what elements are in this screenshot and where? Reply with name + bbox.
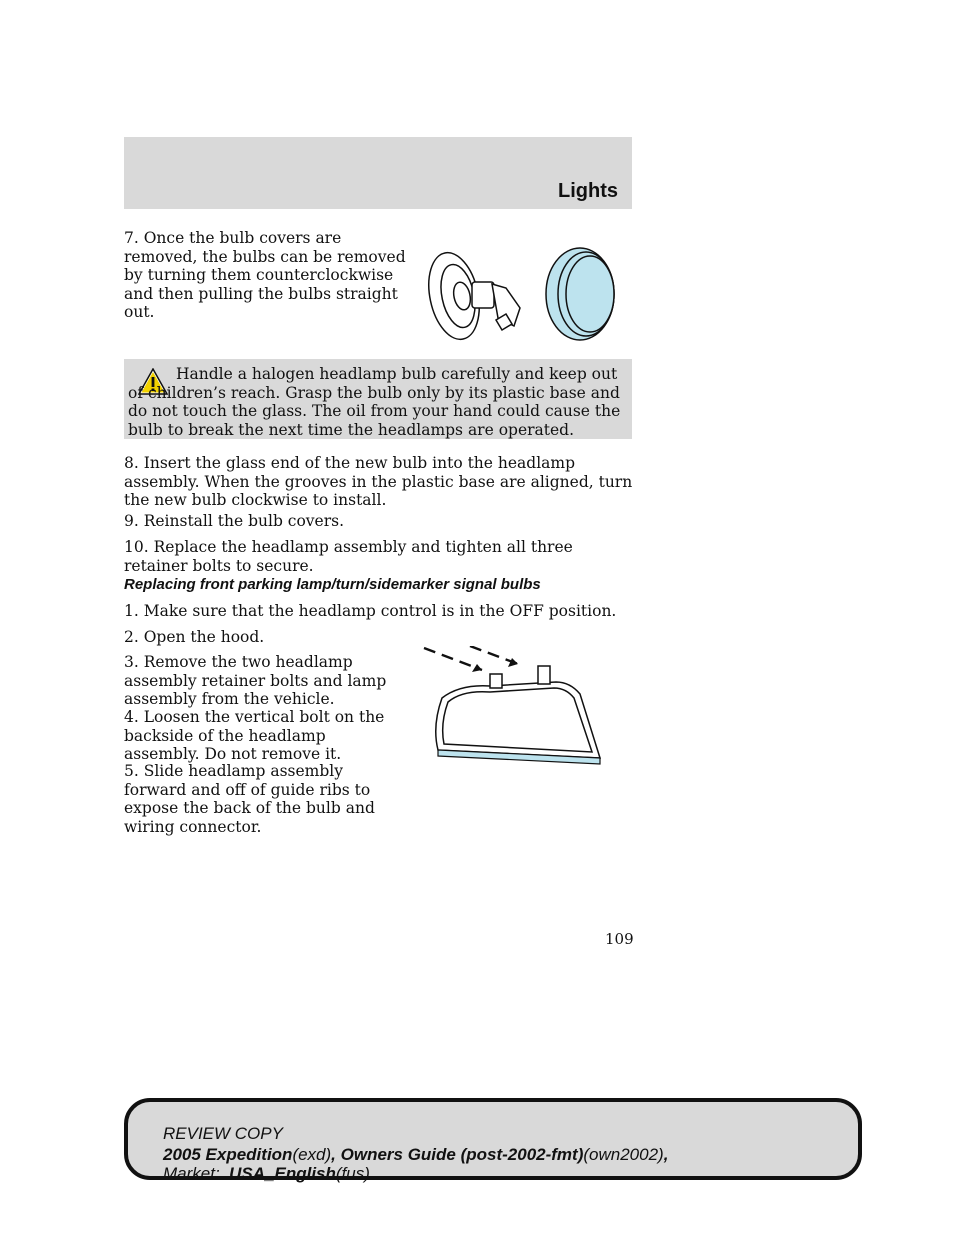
step-1-text: 1. Make sure that the headlamp control is in the OFF position.	[124, 602, 617, 620]
step-5-text: 5. Slide headlamp assembly forward and off of guide ribs to expose the back of the bulb and wiring connector.	[124, 762, 375, 836]
step-3-text: 3. Remove the two headlamp assembly retainer bolts and lamp assembly from the vehicle.	[124, 653, 387, 708]
bulb-removal-illustration	[420, 238, 630, 348]
section-subheading: Replacing front parking lamp/turn/sidemarker signal bulbs	[124, 576, 541, 593]
footer-market-label: Market:	[163, 1164, 220, 1183]
step-7-text: 7. Once the bulb covers are removed, the bulbs can be removed by turning them counterclockwise and then pulling the bulbs straight out.	[124, 229, 406, 321]
warning-text: Handle a halogen headlamp bulb carefully and keep out of children’s reach. Grasp the bulb only by its plastic base and do not touch the glass. The oil from your hand could cause the bulb to break the next time the headlamps are operated.	[128, 365, 621, 439]
footer-market-code: (fus)	[335, 1164, 370, 1183]
headlamp-assembly-illustration	[420, 646, 610, 776]
section-header	[124, 137, 632, 209]
footer-review-copy: REVIEW COPY	[163, 1124, 283, 1143]
footer-market-line	[163, 1164, 370, 1184]
footer-comma: ,	[663, 1145, 669, 1164]
footer-product-line	[163, 1145, 668, 1165]
step-2-text: 2. Open the hood.	[124, 628, 265, 646]
footer-market: USA_English	[229, 1164, 336, 1183]
step-8-text: 8. Insert the glass end of the new bulb into the headlamp assembly. When the grooves in the plastic base are aligned, turn the new bulb clockwise to install.	[124, 454, 633, 509]
step-9-text: 9. Reinstall the bulb covers.	[124, 512, 345, 530]
footer-model: 2005 Expedition	[163, 1145, 293, 1164]
section-title: Lights	[558, 180, 618, 202]
page-number: 109	[605, 930, 634, 948]
footer-model-code: (exd)	[292, 1145, 332, 1164]
step-4-text: 4. Loosen the vertical bolt on the backside of the headlamp assembly. Do not remove it.	[124, 708, 385, 763]
warning-box	[124, 359, 632, 439]
footer-guide-code: (own2002)	[583, 1145, 664, 1164]
step-10-text: 10. Replace the headlamp assembly and tighten all three retainer bolts to secure.	[124, 538, 573, 575]
footer-guide: , Owners Guide (post-2002-fmt)	[331, 1145, 584, 1164]
